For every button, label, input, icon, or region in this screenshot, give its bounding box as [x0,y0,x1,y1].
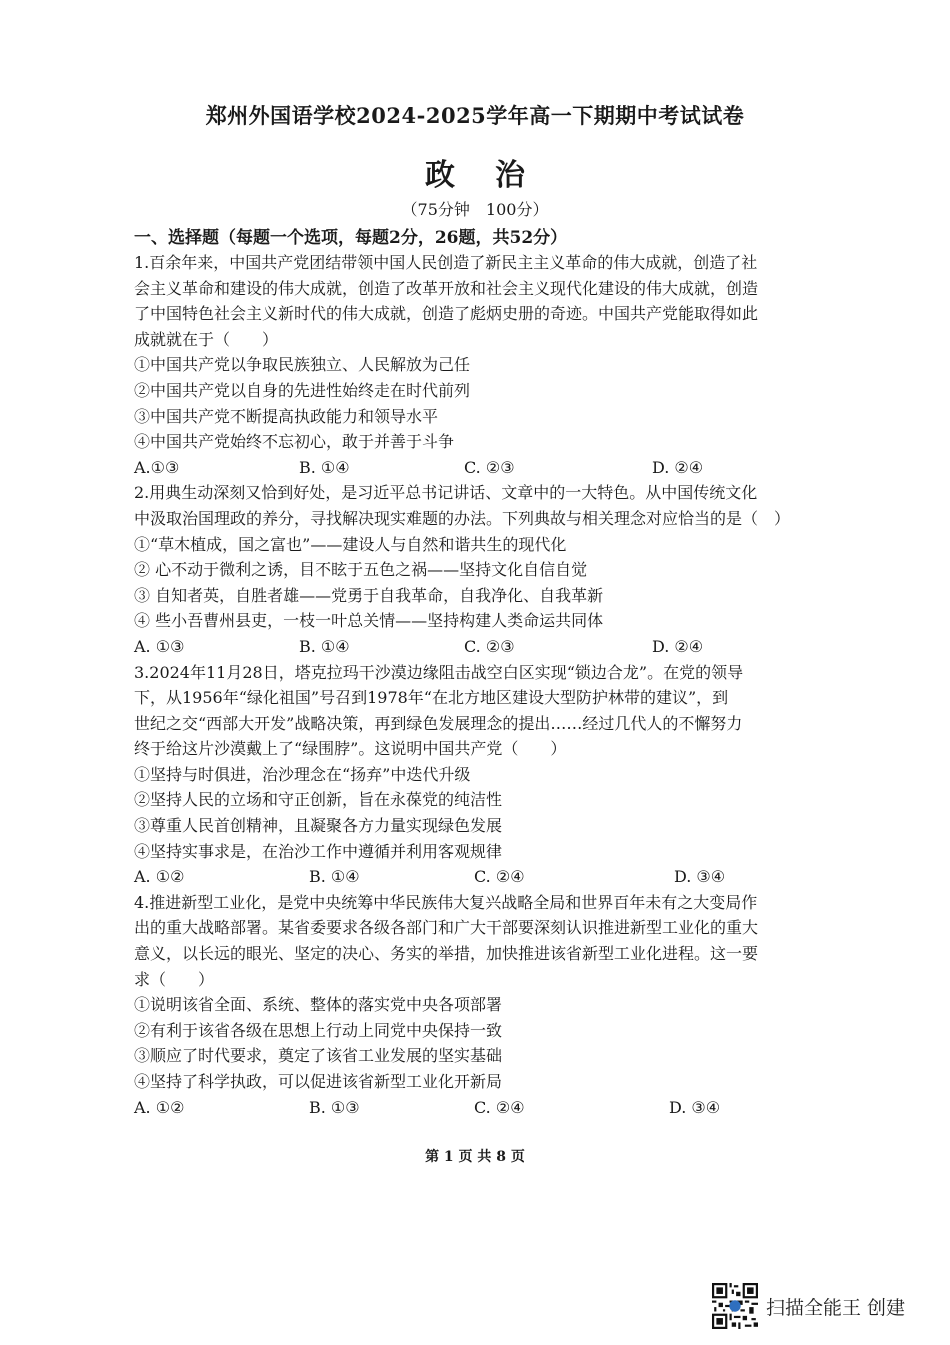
section-heading: 一、选择题（每题一个选项，每题2分，26题，共52分） [134,228,568,248]
answer-choice-a: A. ①② [134,867,185,887]
qr-code-icon [712,1283,758,1329]
statement-option: ①坚持与时俱进，治沙理念在“扬弃”中迭代升级 [134,764,471,784]
answer-choice-b: B. ①④ [299,636,350,656]
answer-choice-b: B. ①④ [309,867,360,887]
answer-choices [134,634,814,660]
question-1 [134,250,814,480]
watermark-text: 扫描全能王 创建 [766,1296,906,1319]
statement-option: ③尊重人民首创精神，且凝聚各方力量实现绿色发展 [134,816,503,836]
question-stem-line: 2.用典生动深刻又恰到好处，是习近平总书记讲话、文章中的一大特色。从中国传统文化 [134,483,758,503]
question-stem-line: 1.百余年来，中国共产党团结带领中国人民创造了新民主主义革命的伟大成就，创造了社 [134,253,758,272]
question-stem-line: 世纪之交“西部大开发”战略决策，再到绿色发展理念的提出……经过几代人的不懈努力 [134,713,743,733]
statement-option: ①“草木植成，国之富也”——建设人与自然和谐共生的现代化 [134,534,567,554]
answer-choice-c: C. ②④ [474,867,525,887]
exam-duration: （75分钟 100分） [401,200,549,219]
question-stem-line: 成就就在于（ ） [134,329,279,349]
question-stem-line: 下，从1956年“绿化祖国”号召到1978年“在北方地区建设大型防护林带的建议”，到 [134,688,729,708]
statement-option: ④坚持了科学执政，可以促进该省新型工业化开新局 [134,1072,503,1091]
scanner-watermark [712,1283,905,1329]
answer-choices [134,864,814,890]
statement-option: ② 心不动于微利之诱，目不眩于五色之祸——坚持文化自信自觉 [134,560,588,580]
answer-choice-b: B. ①③ [309,1097,360,1117]
answer-choice-b: B. ①④ [299,457,350,477]
question-4 [134,890,814,1120]
question-stem-line: 3.2024年11月28日，塔克拉玛干沙漠边缘阻击战空白区实现“锁边合龙”。在党的领导 [134,662,744,682]
answer-choice-d: D. ②④ [652,636,704,656]
answer-choice-a: A. ①② [134,1097,185,1117]
statement-option: ③顺应了时代要求，奠定了该省工业发展的坚实基础 [134,1046,503,1066]
answer-choice-a: A. ①③ [134,636,185,656]
question-stem-line: 中汲取治国理政的养分，寻找解决现实难题的办法。下列典故与相关理念对应恰当的是（ ） [134,508,791,528]
question-stem-line: 会主义革命和建设的伟大成就，创造了改革开放和社会主义现代化建设的伟大成就，创造 [134,278,759,298]
exam-title: 郑州外国语学校2024-2025学年高一下期期中考试试卷 [205,103,745,128]
question-stem-line: 了中国特色社会主义新时代的伟大成就，创造了彪炳史册的奇迹。中国共产党能取得如此 [134,304,759,324]
question-3 [134,660,814,890]
subject-heading: 政治 [425,158,565,193]
question-stem-line: 求（ ） [134,969,215,989]
answer-choice-c: C. ②③ [464,636,515,656]
questions-container [134,250,814,1120]
statement-option: ③中国共产党不断提高执政能力和领导水平 [134,406,439,426]
statement-option: ②有利于该省各级在思想上行动上同党中央保持一致 [134,1020,503,1040]
statement-option: ②坚持人民的立场和守正创新，旨在永葆党的纯洁性 [134,790,503,810]
question-stem-line: 4.推进新型工业化，是党中央统筹中华民族伟大复兴战略全局和世界百年未有之大变局作 [134,892,758,912]
statement-option: ①说明该省全面、系统、整体的落实党中央各项部署 [134,995,503,1015]
answer-choice-d: D. ②④ [652,457,704,477]
page-footer: 第 1 页 共 8 页 [425,1149,525,1165]
statement-option: ④坚持实事求是，在治沙工作中遵循并利用客观规律 [134,841,503,861]
answer-choice-a: A.①③ [134,457,180,477]
statement-option: ④中国共产党始终不忘初心，敢于并善于斗争 [134,432,455,452]
answer-choice-d: D. ③④ [674,867,726,887]
answer-choice-c: C. ②④ [474,1097,525,1117]
question-2 [134,480,814,659]
statement-option: ②中国共产党以自身的先进性始终走在时代前列 [134,380,471,400]
statement-option: ①中国共产党以争取民族独立、人民解放为己任 [134,355,471,375]
question-stem-line: 出的重大战略部署。某省委要求各级各部门和广大干部要深刻认识推进新型工业化的重大 [134,918,759,938]
statement-option: ④ 些小吾曹州县吏，一枝一叶总关情——坚持构建人类命运共同体 [134,611,604,631]
statement-option: ③ 自知者英，自胜者雄——党勇于自我革命，自我净化、自我革新 [134,585,604,605]
answer-choice-d: D. ③④ [669,1097,721,1117]
answer-choice-c: C. ②③ [464,457,515,477]
answer-choices [134,1095,814,1121]
question-stem-line: 意义，以长远的眼光、坚定的决心、务实的举措，加快推进该省新型工业化进程。这一要 [134,944,759,964]
question-stem-line: 终于给这片沙漠戴上了“绿围脖”。这说明中国共产党（ ） [134,739,567,759]
answer-choices [134,455,814,481]
